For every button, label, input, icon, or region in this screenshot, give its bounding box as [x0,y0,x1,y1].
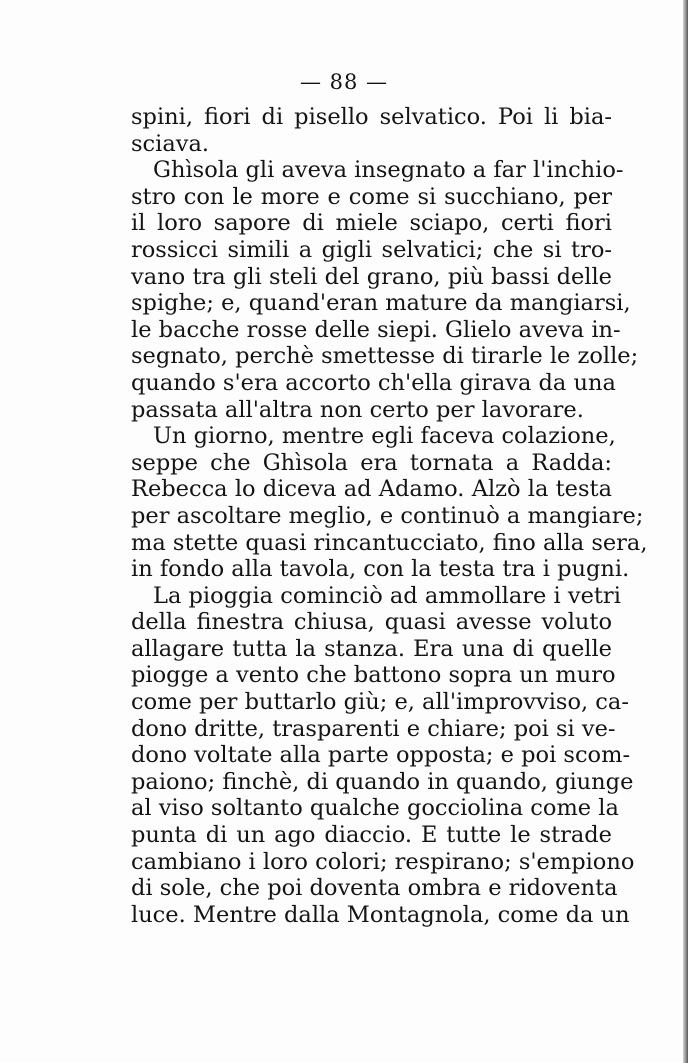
text-line: spighe; e, quand'eran mature da mangiarsi, [131,290,631,317]
text-line: stro con le more e come si succhiano, per [131,183,612,210]
text-line: luce. Mentre dalla Montagnola, come da un [131,901,630,928]
text-line: al viso soltanto qualche gocciolina come la [131,795,619,822]
text-line: cambiano i loro colori; respirano; s'empiono [131,848,635,875]
text-line: il loro sapore di miele sciapo, certi fiori [131,210,612,237]
paragraph [131,157,639,423]
text-line: ma stette quasi rincantucciato, fino alla sera, [131,529,648,556]
text-line: le bacche rosse delle siepi. Glielo aveva in- [131,316,621,343]
text-line: di sole, che poi doventa ombra e ridoventa [131,875,618,902]
text-line: vano tra gli steli del grano, più bassi delle [131,263,612,290]
paragraph [131,104,612,157]
text-line: in fondo alla tavola, con la testa tra i pugni. [131,556,630,583]
text-line: rossicci simili a gigli selvatici; che si tro- [131,236,612,263]
text-line: sciava. [131,130,210,157]
text-line: Ghìsola gli aveva insegnato a far l'inchio- [153,157,624,184]
text-line: Un giorno, mentre egli faceva colazione, [153,423,616,450]
body-text [131,104,648,928]
text-line: piogge a vento che battono sopra un muro [131,662,616,689]
text-line: seppe che Ghìsola era tornata a Radda: [131,449,612,476]
text-line: della finestra chiusa, quasi avesse voluto [131,609,612,636]
text-line: paiono; finchè, di quando in quando, giunge [131,768,634,795]
page-number: — 88 — [299,70,389,94]
text-line: La pioggia cominciò ad ammollare i vetri [153,582,621,609]
text-line: per ascoltare meglio, e continuò a mangiare; [131,502,644,529]
text-line: quando s'era accorto ch'ella girava da una [131,369,616,396]
paragraph [131,582,635,929]
page-edge-shadow [683,0,688,1063]
text-line: passata all'altra non certo per lavorare. [131,396,584,423]
text-line: segnato, perchè smettesse di tirarle le zolle; [131,343,639,370]
text-line: dono dritte, trasparenti e chiare; poi si ve- [131,715,616,742]
text-line: allagare tutta la stanza. Era una di quelle [131,635,612,662]
text-line: come per buttarlo giù; e, all'improvviso, ca- [131,689,629,716]
text-line: punta di un ago diaccio. E tutte le strade [131,822,612,849]
text-line: Rebecca lo diceva ad Adamo. Alzò la testa [131,476,612,503]
text-line: dono voltate alla parte opposta; e poi scom- [131,742,631,769]
text-line: spini, fiori di pisello selvatico. Poi li bia- [131,104,612,130]
paragraph [131,423,648,583]
